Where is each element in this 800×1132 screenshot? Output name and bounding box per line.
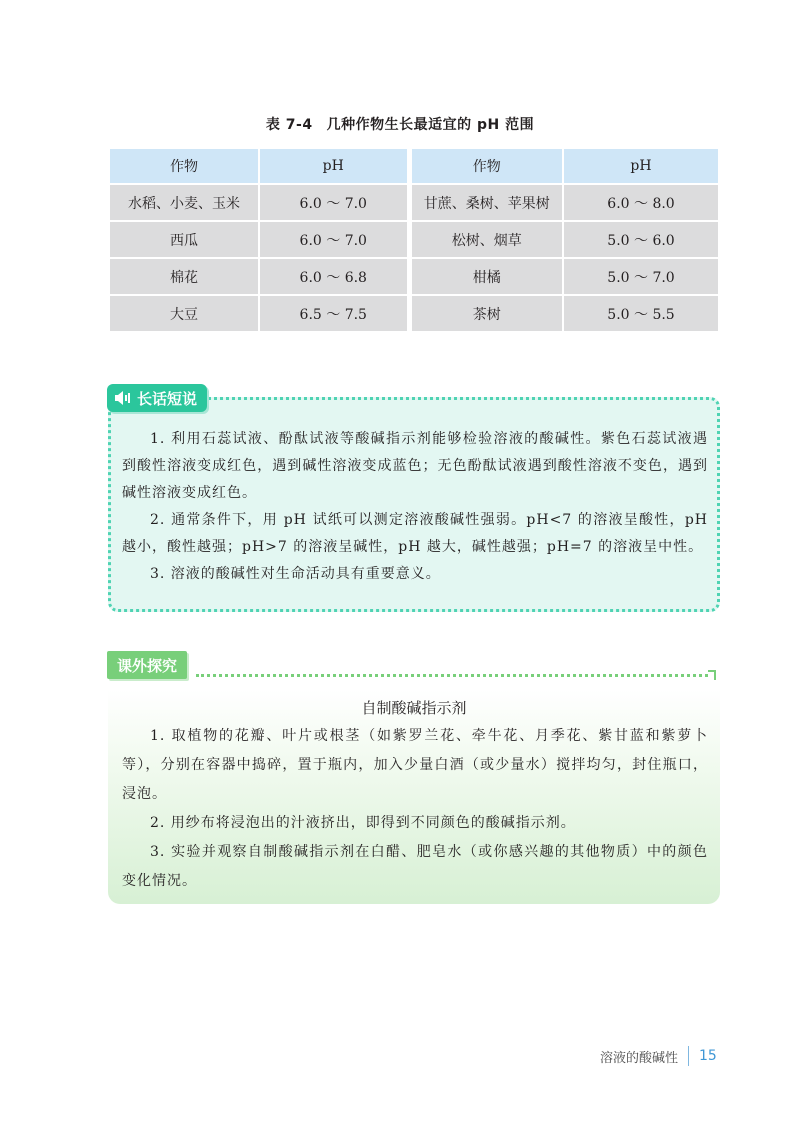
summary-text [122,426,708,588]
table-row [109,221,719,258]
summary-point: 1. 利用石蕊试液、酚酞试液等酸碱指示剂能够检验溶液的酸碱性。紫色石蕊试液遇到酸性溶液变成红色，遇到碱性溶液变成蓝色；无色酚酞试液遇到酸性溶液不变色，遇到碱性溶液变成红色。 [122,431,708,501]
ph-cell: 6.0 ～ 8.0 [563,184,719,221]
table-number: 表 7-4 [265,117,313,133]
table-header-row [109,148,719,184]
ph-range-table [108,147,720,333]
ph-cell: 6.0 ～ 7.0 [259,221,409,258]
summary-badge [107,384,207,412]
ph-cell: 6.0 ～ 6.8 [259,258,409,295]
crop-cell: 西瓜 [109,221,259,258]
explore-badge [107,651,187,679]
explore-step: 3. 实验并观察自制酸碱指示剂在白醋、肥皂水（或你感兴趣的其他物质）中的颜色变化情况。 [122,844,708,889]
table-row [109,184,719,221]
chapter-title: 溶液的酸碱性 [600,1050,679,1066]
crop-cell: 松树、烟草 [409,221,563,258]
crop-cell: 水稻、小麦、玉米 [109,184,259,221]
table-row [109,258,719,295]
ph-cell: 5.0 ～ 6.0 [563,221,719,258]
table-row [109,295,719,332]
summary-point: 3. 溶液的酸碱性对生命活动具有重要意义。 [150,566,441,582]
explore-text [122,722,708,896]
table-title: 几种作物生长最适宜的 pH 范围 [326,117,535,133]
page-number: 15 [699,1048,717,1064]
crop-cell: 棉花 [109,258,259,295]
explore-step: 1. 取植物的花瓣、叶片或根茎（如紫罗兰花、牵牛花、月季花、紫甘蓝和紫萝卜等），分别在容器中捣碎，置于瓶内，加入少量白酒（或少量水）搅拌均匀，封住瓶口，浸泡。 [122,728,708,802]
explore-corner [708,670,716,680]
header-crop: 作物 [109,148,259,184]
footer-divider [688,1046,689,1066]
crop-cell: 甘蔗、桑树、苹果树 [409,184,563,221]
ph-cell: 6.5 ～ 7.5 [259,295,409,332]
explore-title: 自制酸碱指示剂 [361,699,467,717]
page-footer [600,1046,717,1066]
explore-badge-label: 课外探究 [117,656,178,675]
crop-cell: 大豆 [109,295,259,332]
header-crop: 作物 [409,148,563,184]
speaker-icon [115,391,131,405]
ph-cell: 6.0 ～ 7.0 [259,184,409,221]
ph-cell: 5.0 ～ 5.5 [563,295,719,332]
header-ph: pH [259,148,409,184]
crop-cell: 柑橘 [409,258,563,295]
summary-badge-label: 长话短说 [137,389,198,408]
crop-cell: 茶树 [409,295,563,332]
table-caption [0,114,800,134]
ph-cell: 5.0 ～ 7.0 [563,258,719,295]
explore-step: 2. 用纱布将浸泡出的汁液挤出，即得到不同颜色的酸碱指示剂。 [150,815,576,831]
header-ph: pH [563,148,719,184]
explore-divider [196,674,708,677]
summary-point: 2. 通常条件下，用 pH 试纸可以测定溶液酸碱性强弱。pH<7 的溶液呈酸性，pH 越小，酸性越强；pH>7 的溶液呈碱性，pH 越大，碱性越强；pH=7 的溶液呈中性。 [122,512,708,555]
